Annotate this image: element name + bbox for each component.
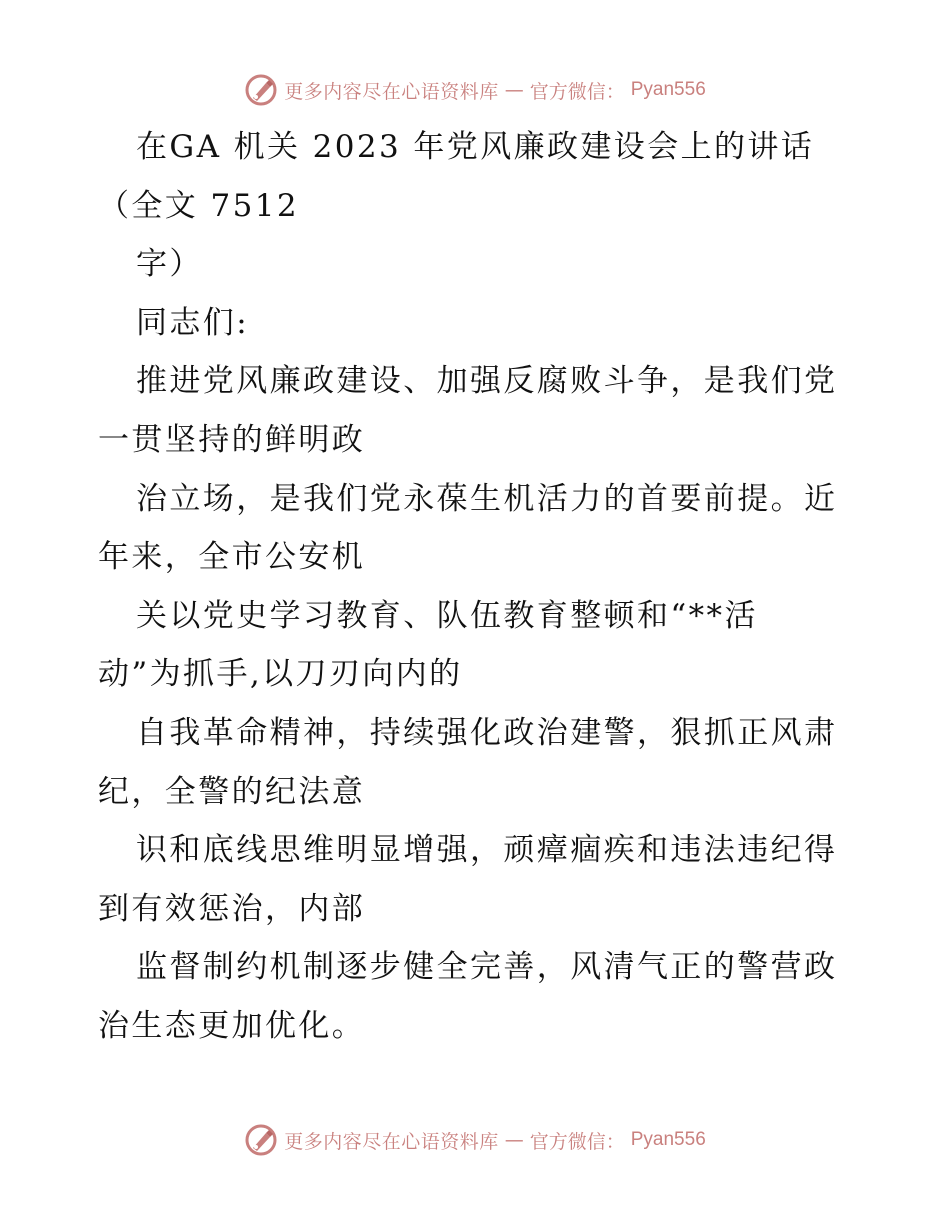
document-line: 字） (136, 246, 203, 283)
watermark-wechat-id: Pyan556 (630, 1129, 706, 1150)
pen-logo-icon (244, 1123, 278, 1157)
document-line: 关以党史学习教育、队伍教育整顿和“**活 (136, 597, 758, 634)
document-line: 到有效惩治，内部 (98, 890, 366, 927)
document-line: 纪，全警的纪法意 (98, 773, 366, 810)
watermark-separator: — (504, 79, 524, 101)
footer-watermark (0, 1120, 950, 1160)
document-body (98, 118, 858, 1056)
watermark-separator: — (504, 1129, 524, 1151)
document-line: 治生态更加优化。 (98, 1007, 366, 1044)
document-line: （全文 7512 (98, 187, 299, 224)
watermark-wechat-label: 官方微信： (529, 80, 625, 103)
watermark-wechat-id: Pyan556 (630, 79, 706, 100)
document-line: 自我革命精神，持续强化政治建警，狠抓正风肃 (136, 714, 838, 751)
document-line: 治立场，是我们党永葆生机活力的首要前提。近 (136, 480, 838, 517)
watermark-text: 更多内容尽在心语资料库 (284, 80, 499, 103)
watermark-text: 更多内容尽在心语资料库 (284, 1130, 499, 1153)
watermark-wechat-label: 官方微信： (529, 1130, 625, 1153)
document-title: 在GA 机关 2023 年党风廉政建设会上的讲话 (136, 129, 815, 165)
document-line: 识和底线思维明显增强，顽瘴痼疾和违法违纪得 (136, 832, 838, 869)
document-line: 年来，全市公安机 (98, 539, 366, 576)
salutation: 同志们: (136, 304, 250, 341)
document-line: 监督制约机制逐步健全完善，风清气正的警营政 (136, 949, 838, 986)
document-line: 动”为抓手,以刀刃向内的 (98, 656, 463, 693)
document-line: 一贯坚持的鲜明政 (98, 421, 366, 458)
pen-logo-icon (244, 73, 278, 107)
document-line: 推进党风廉政建设、加强反腐败斗争，是我们党 (136, 363, 838, 400)
header-watermark (0, 70, 950, 110)
